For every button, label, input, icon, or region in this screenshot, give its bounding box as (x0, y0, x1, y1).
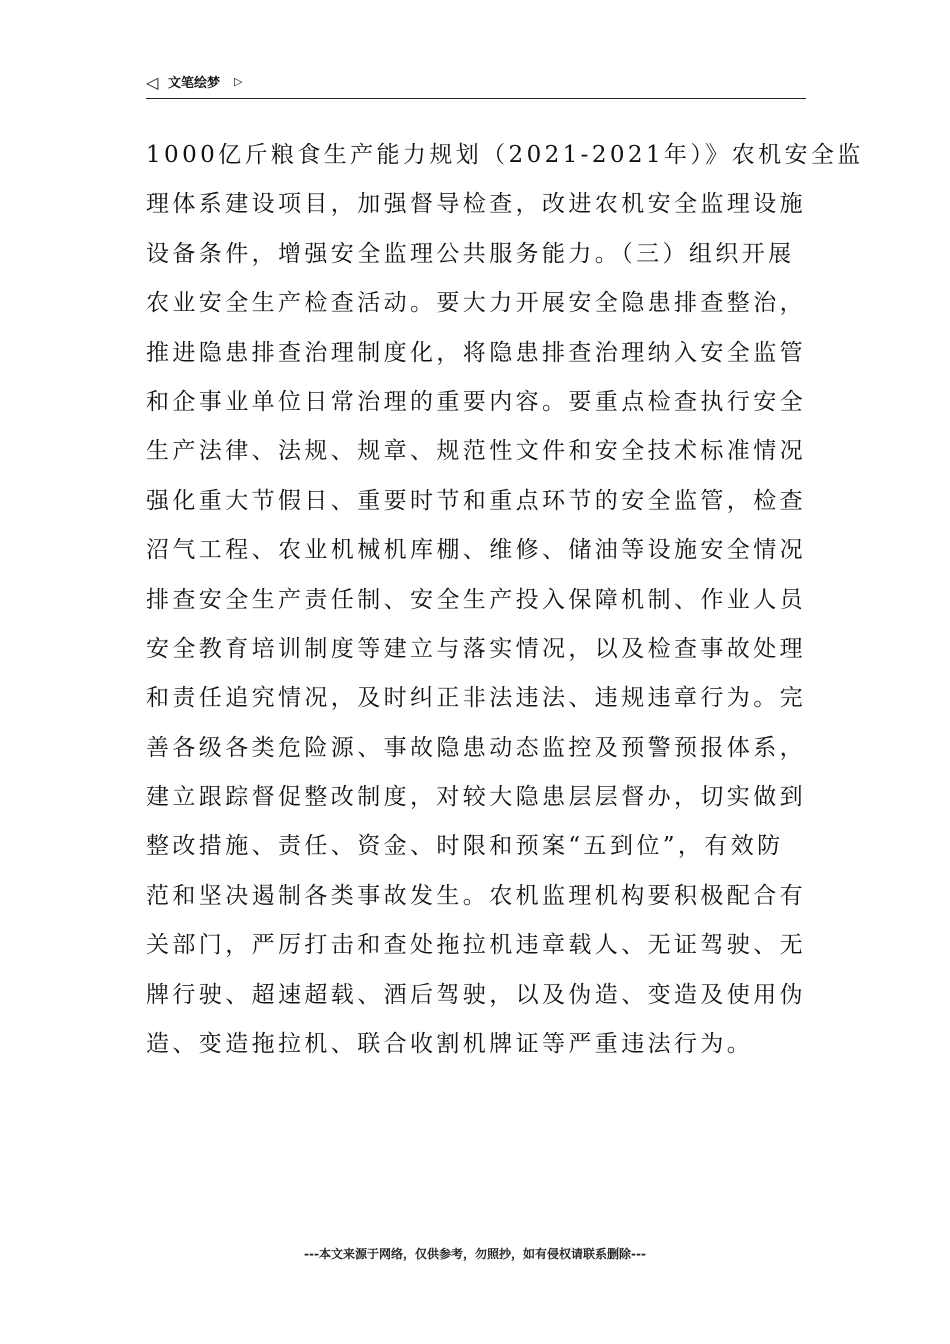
text-line: 推进隐患排查治理制度化，将隐患排查治理纳入安全监管 (146, 339, 806, 366)
text-line: 排查安全生产责任制、安全生产投入保障机制、作业人员 (146, 586, 806, 613)
left-triangle-icon: ◁ (146, 73, 159, 92)
text-line: 强化重大节假日、重要时节和重点环节的安全监管，检查 (146, 487, 806, 514)
text-line: 沼气工程、农业机械机库棚、维修、储油等设施安全情况 (146, 537, 806, 564)
text-line: 生产法律、法规、规章、规范性文件和安全技术标准情况 (146, 438, 806, 465)
text-line: 安全教育培训制度等建立与落实情况，以及检查事故处理 (146, 635, 806, 662)
text-line: 关部门，严厉打击和查处拖拉机违章载人、无证驾驶、无 (146, 932, 806, 959)
header-title: 文笔绘梦 (168, 76, 221, 91)
text-line: 整改措施、责任、资金、时限和预案“五到位”，有效防 (146, 833, 784, 860)
text-line: 理体系建设项目，加强督导检查，改进农机安全监理设施 (146, 191, 806, 218)
page-footer: ---本文来源于网络，仅供参考，勿照抄，如有侵权请联系删除--- (304, 1247, 646, 1261)
text-line: 和企事业单位日常治理的重要内容。要重点检查执行安全 (146, 388, 806, 415)
text-line: 和责任追究情况，及时纠正非法违法、违规违章行为。完 (146, 685, 806, 712)
text-line: 牌行驶、超速超载、酒后驾驶，以及伪造、变造及使用伪 (146, 981, 806, 1008)
text-line: 范和坚决遏制各类事故发生。农机监理机构要积极配合有 (146, 882, 806, 909)
right-triangle-icon: ▷ (234, 75, 243, 88)
text-line: 造、变造拖拉机、联合收割机牌证等严重违法行为。 (146, 1031, 754, 1058)
text-line: 设备条件，增强安全监理公共服务能力。（三）组织开展 (146, 240, 795, 267)
document-body (146, 131, 864, 1069)
page-header (146, 72, 806, 99)
text-line: 建立跟踪督促整改制度，对较大隐患层层督办，切实做到 (146, 784, 806, 811)
text-line: 善各级各类危险源、事故隐患动态监控及预警预报体系， (146, 734, 806, 761)
text-line: 农业安全生产检查活动。要大力开展安全隐患排查整治， (146, 290, 806, 317)
text-line: 1000亿斤粮食生产能力规划（2021-2021年）》农机安全监 (146, 142, 864, 168)
